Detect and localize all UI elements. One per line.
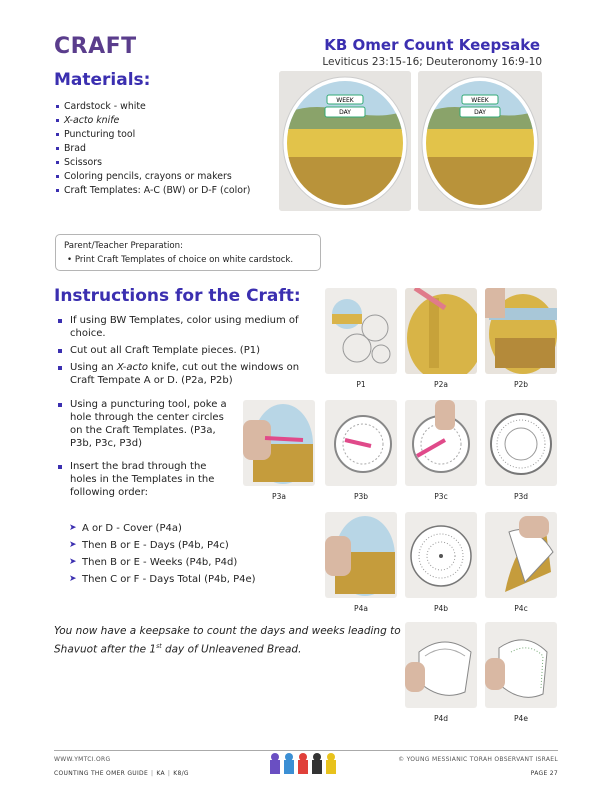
finished-keepsake-image <box>418 71 542 211</box>
photo-caption: P4d <box>433 714 449 723</box>
footer-guide: COUNTING THE OMER GUIDE | KA | K8/G <box>54 770 189 777</box>
step-photo-p4b <box>405 512 477 598</box>
list-item: ➤ Then B or E - Weeks (P4b, P4d) <box>69 554 309 571</box>
list-item: Using an X-acto knife, cut out the windows on Craft Tempate A or D. (P2a, P2b) <box>56 361 314 387</box>
keepsake-photo-left <box>279 71 411 211</box>
step-photo-p3b <box>325 400 397 486</box>
step-photo-p4a <box>325 512 397 598</box>
list-item: Using a puncturing tool, poke a hole through the center circles on the Craft Templates. (P3a, P3b, P3c, P3d) <box>56 398 234 450</box>
step-photo-p4d <box>405 622 477 708</box>
assembly-order-list <box>69 520 309 588</box>
day-banner: DAY <box>474 109 486 116</box>
step-photo-p3d <box>485 400 557 486</box>
list-item: X-acto knife <box>56 114 250 128</box>
photo-caption: P1 <box>356 380 366 389</box>
day-banner: DAY <box>339 109 351 116</box>
page-number: PAGE 27 <box>530 770 558 777</box>
list-item: Puncturing tool <box>56 128 250 142</box>
list-item: ➤ A or D - Cover (P4a) <box>69 520 309 537</box>
list-item: ➤ Then C or F - Days Total (P4b, P4e) <box>69 571 309 588</box>
scripture-reference: Leviticus 23:15-16; Deuteronomy 16:9-10 <box>322 56 542 68</box>
prep-heading: Parent/Teacher Preparation: <box>64 241 184 251</box>
keepsake-photo-right <box>418 71 542 211</box>
closing-text: You now have a keepsake to count the days and weeks leading to Shavuot after the 1st day of Unleavened Bread. <box>54 625 401 656</box>
footer-website: WWW.YMTCI.ORG <box>54 756 111 763</box>
list-item: Brad <box>56 142 250 156</box>
list-item: Cut out all Craft Template pieces. (P1) <box>56 344 314 357</box>
materials-heading: Materials: <box>54 70 151 90</box>
finished-keepsake-image <box>279 71 411 211</box>
prep-item: • Print Craft Templates of choice on white cardstock. <box>67 255 294 265</box>
step-photo-p2b <box>485 288 557 374</box>
photo-caption: P4e <box>514 714 528 723</box>
step-photo-p4e <box>485 622 557 708</box>
list-item: ➤ Then B or E - Days (P4b, P4c) <box>69 537 309 554</box>
step-photo-p3a <box>243 400 315 486</box>
footer-copyright: © YOUNG MESSIANIC TORAH OBSERVANT ISRAEL <box>398 756 558 763</box>
photo-caption: P3b <box>353 492 369 501</box>
photo-caption: P3c <box>434 492 448 501</box>
list-item: Insert the brad through the holes in the Templates in the following order: <box>56 460 234 499</box>
ymtoi-logo <box>268 750 348 778</box>
step-photo-p4c <box>485 512 557 598</box>
step-photo-p3c <box>405 400 477 486</box>
week-banner: WEEK <box>471 97 489 104</box>
list-item: Craft Templates: A-C (BW) or D-F (color) <box>56 184 250 198</box>
list-item: Coloring pencils, crayons or makers <box>56 170 250 184</box>
page-title: CRAFT <box>54 34 137 59</box>
step-photo-p2a <box>405 288 477 374</box>
instructions-list-cont <box>56 398 234 503</box>
prep-box <box>55 234 321 271</box>
photo-caption: P2b <box>513 380 529 389</box>
craft-name: KB Omer Count Keepsake <box>324 36 540 54</box>
list-item: Cardstock - white <box>56 100 250 114</box>
photo-caption: P4a <box>354 604 368 613</box>
photo-caption: P3d <box>513 492 529 501</box>
instructions-list <box>56 314 314 391</box>
list-item: Scissors <box>56 156 250 170</box>
week-banner: WEEK <box>336 97 354 104</box>
step-photo-p1 <box>325 288 397 374</box>
photo-caption: P4b <box>433 604 449 613</box>
list-item: If using BW Templates, color using medium of choice. <box>56 314 314 340</box>
photo-caption: P2a <box>434 380 448 389</box>
materials-list <box>56 100 250 198</box>
photo-caption: P3a <box>272 492 286 501</box>
instructions-heading: Instructions for the Craft: <box>54 286 301 306</box>
photo-caption: P4c <box>514 604 528 613</box>
